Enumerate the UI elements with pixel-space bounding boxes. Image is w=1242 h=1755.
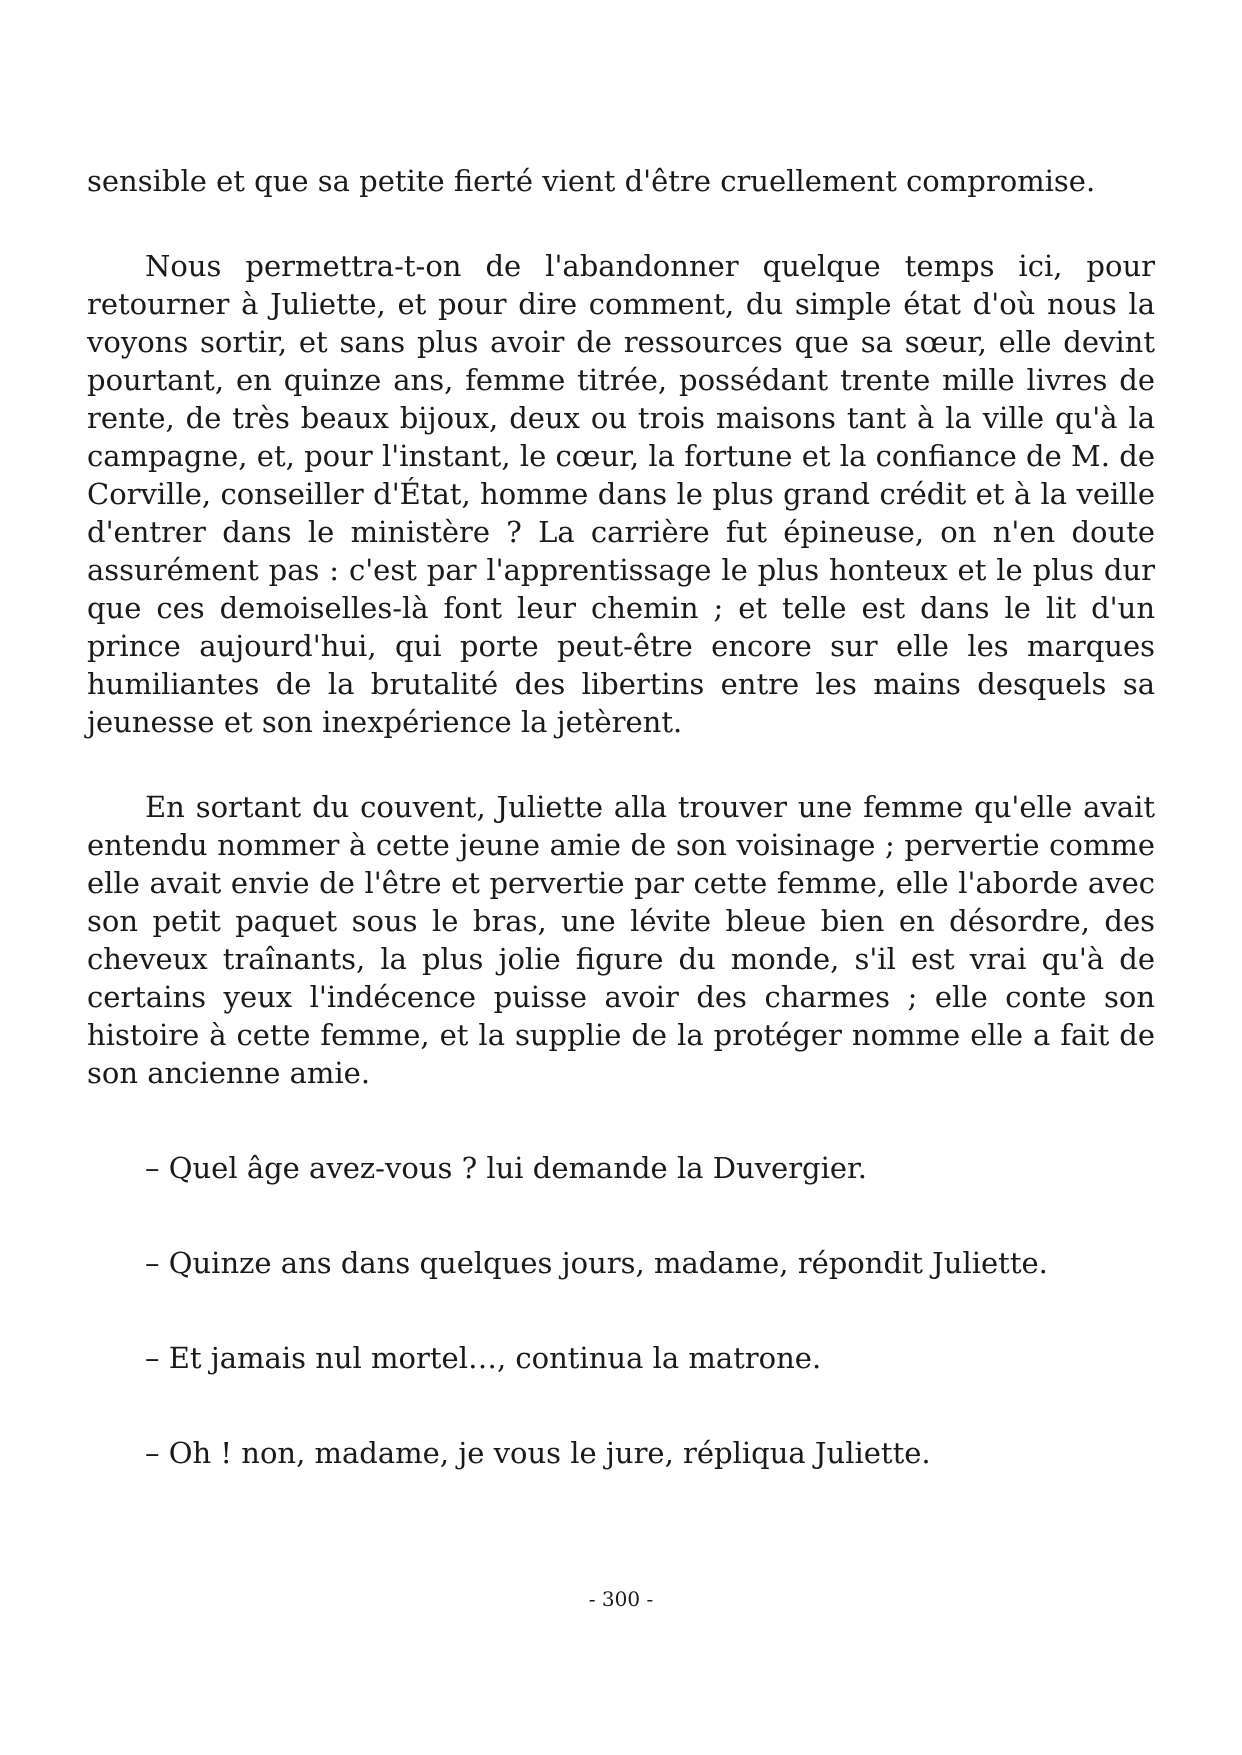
paragraph-continuation: sensible et que sa petite fierté vient d'être cruellement compromise. <box>87 164 1096 198</box>
dialogue-line: – Quel âge avez-vous ? lui demande la Duvergier. <box>145 1151 867 1185</box>
dialogue-line: – Quinze ans dans quelques jours, madame, répondit Juliette. <box>145 1246 1048 1280</box>
dialogue-line: – Oh ! non, madame, je vous le jure, répliqua Juliette. <box>145 1436 931 1470</box>
page-number: - 300 - <box>588 1587 654 1611</box>
dialogue-line: – Et jamais nul mortel…, continua la matrone. <box>145 1341 822 1375</box>
paragraph: En sortant du couvent, Juliette alla trouver une femme qu'elle avait entendu nommer à cette jeune amie de son voisinage ; pervertie comme elle avait envie de l'être et pervertie par cette femme, elle l'aborde avec son petit paquet sous le bras, une lévite bleue bien en désordre, des cheveux traînants, la plus jolie figure du monde, s'il est vrai qu'à de certains yeux l'indécence puisse avoir des charmes ; elle conte son histoire à cette femme, et la supplie de la protéger nomme elle a fait de son ancienne amie. <box>87 790 1155 1090</box>
paragraph: Nous permettra-t-on de l'abandonner quelque temps ici, pour retourner à Juliette, et pour dire comment, du simple état d'où nous la voyons sortir, et sans plus avoir de ressources que sa sœur, elle devint pourtant, en quinze ans, femme titrée, possédant trente mille livres de rente, de très beaux bijoux, deux ou trois maisons tant à la ville qu'à la campagne, et, pour l'instant, le cœur, la fortune et la confiance de M. de Corville, conseiller d'État, homme dans le plus grand crédit et à la veille d'entrer dans le ministère ? La carrière fut épineuse, on n'en doute assurément pas : c'est par l'apprentissage le plus honteux et le plus dur que ces demoiselles-là font leur chemin ; et telle est dans le lit d'un prince aujourd'hui, qui porte peut-être encore sur elle les marques humiliantes de la brutalité des libertins entre les mains desquels sa jeunesse et son inexpérience la jetèrent. <box>87 249 1155 739</box>
body-text <box>87 162 1155 1472</box>
